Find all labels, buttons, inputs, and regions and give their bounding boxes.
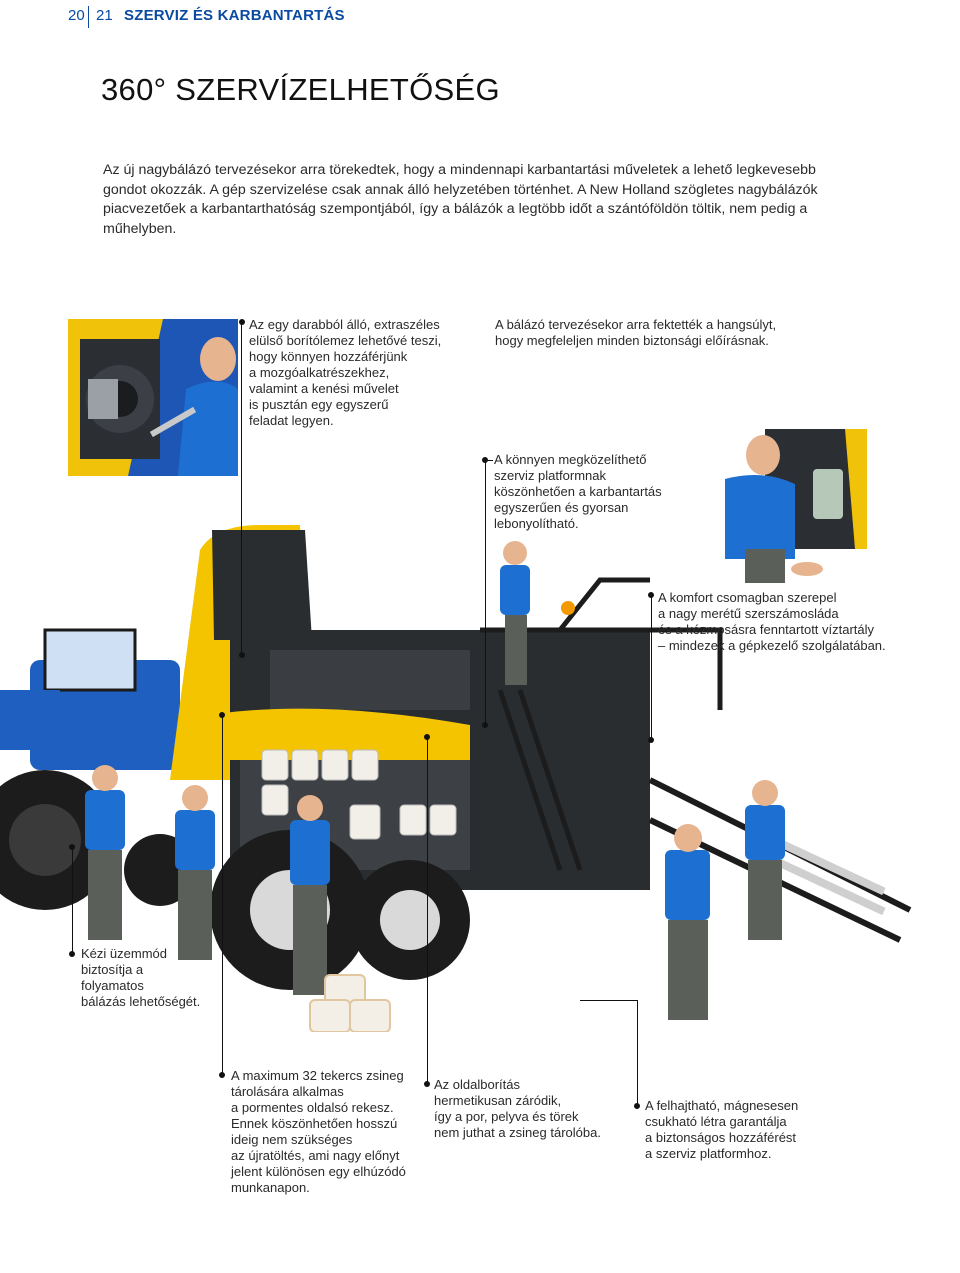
callout-leader-ladder	[637, 1000, 638, 1106]
page-title: 360° SZERVÍZELHETŐSÉG	[101, 72, 500, 107]
callout-marker-front-cover-end	[239, 652, 245, 658]
callout-marker-platform-end	[482, 722, 488, 728]
callout-leader-ladder-h	[580, 1000, 638, 1001]
callout-leader-platform-h	[485, 460, 493, 461]
page-number-right: 21	[96, 7, 113, 24]
intro-paragraph: Az új nagybálázó tervezésekor arra törekedtek, hogy a mindennapi karbantartási műveletek a lehető legkevesebb gondot okozzák. A gép szervizelése csak annak álló helyzetében történhet. A New Holland szögletes nagybálázók piacvezetőek a karbantarthatóság szempontjából, így a bálázók a legtöbb időt a szántóföldön töltik, nem pedig a műhelyben.	[103, 162, 818, 237]
section-title: SZERVIZ ÉS KARBANTARTÁS	[124, 7, 345, 24]
photo-lubrication	[68, 319, 238, 476]
callout-twine: A maximum 32 tekercs zsineg tárolására alkalmas a pormentes oldalsó rekesz. Ennek köszönhetően hosszú ideig nem szükséges az újratöltés, ami nagy előnyt jelent különösen egy elhúzódó munkanapon.	[231, 1068, 406, 1195]
callout-marker-manual-end	[69, 844, 75, 850]
callout-leader-comfort	[651, 595, 652, 740]
callout-marker-front-cover	[239, 319, 245, 325]
callout-ladder: A felhajtható, mágnesesen csukható létra garantálja a biztonságos hozzáférést a szerviz platformhoz.	[645, 1098, 799, 1161]
callout-marker-side-cover-end	[424, 734, 430, 740]
callout-side-cover: Az oldalborítás hermetikusan záródik, így a por, pelyva és törek nem juthat a zsineg tárolóba.	[434, 1077, 601, 1140]
callout-platform: A könnyen megközelíthető szerviz platformnak köszönhetően a karbantartás egyszerűen és gyorsan lebonyolítható.	[494, 452, 662, 531]
callout-leader-platform	[485, 460, 486, 725]
callout-leader-twine	[222, 715, 223, 1075]
page-number-left: 20	[68, 7, 85, 24]
callout-safety: A bálázó tervezésekor arra fektették a hangsúlyt, hogy megfeleljen minden biztonsági előírásnak.	[495, 317, 777, 348]
callout-leader-side-cover	[427, 737, 428, 1084]
callout-marker-comfort-end	[648, 737, 654, 743]
callout-manual: Kézi üzemmód biztosítja a folyamatos bálázás lehetőségét.	[81, 946, 201, 1009]
callout-leader-front-cover	[241, 322, 242, 655]
callout-leader-manual	[72, 847, 73, 954]
page-number-divider	[88, 6, 89, 28]
callout-marker-twine-end	[219, 712, 225, 718]
callout-comfort: A komfort csomagban szerepel a nagy merétű szerszámosláda és a kézmosásra fenntartott víztartály – mindezek a gépkezelő szolgálatában.	[658, 590, 886, 653]
callout-front-cover: Az egy darabból álló, extraszéles elülső borítólemez lehetővé teszi, hogy könnyen hozzáférjünk a mozgóalkatrészekhez, valamint a kenési művelet is pusztán egy egyszerű feladat legyen.	[249, 317, 442, 428]
